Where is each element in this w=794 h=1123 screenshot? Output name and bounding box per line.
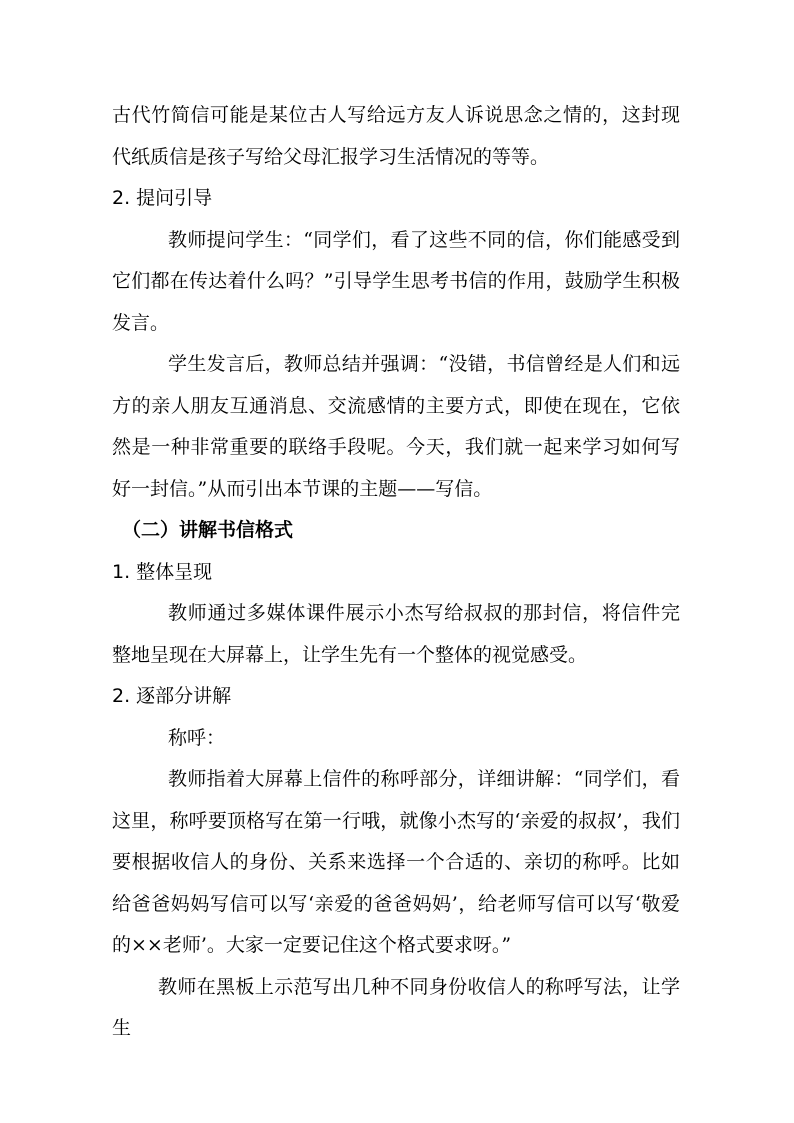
- paragraph-bamboo-letter: 古代竹简信可能是某位古人写给远方友人诉说思念之情的，这封现代纸质信是孩子写给父母汇报学习生活情况的等等。: [112, 104, 680, 168]
- subheading-questioning: 2. 提问引导: [112, 187, 213, 209]
- paragraph-teacher-summary: 学生发言后，教师总结并强调：“没错，书信曾经是人们和远方的亲人朋友互通消息、交流感情的主要方式，即使在现在，它依然是一种非常重要的联络手段呢。今天，我们就一起来学习如何写好一封信。”从而引出本节课的主题——写信。: [112, 353, 680, 500]
- paragraph-salutation-label: 称呼：: [168, 726, 226, 749]
- paragraph-salutation-explanation: 教师指着大屏幕上信件的称呼部分，详细讲解：“同学们，看这里，称呼要顶格写在第一行哦，就像小杰写的‘亲爱的叔叔’，我们要根据收信人的身份、关系来选择一个合适的、亲切的称呼。比如给爸爸妈妈写信可以写‘亲爱的爸爸妈妈’，给老师写信可以写‘敬爱的××老师’。大家一定要记住这个格式要求呀。”: [112, 768, 680, 956]
- subheading-overall-presentation: 1. 整体呈现: [112, 560, 213, 583]
- section-heading-letter-format: （二）讲解书信格式: [122, 519, 294, 541]
- paragraph-teacher-question: 教师提问学生：“同学们，看了这些不同的信，你们能感受到它们都在传达着什么吗？”引导学生思考书信的作用，鼓励学生积极发言。: [112, 228, 680, 334]
- document-body: [112, 95, 680, 1050]
- paragraph-blackboard-demo: 教师在黑板上示范写出几种不同身份收信人的称呼写法，让学生: [112, 975, 680, 1039]
- subheading-part-by-part: 2. 逐部分讲解: [112, 685, 232, 707]
- paragraph-multimedia-display: 教师通过多媒体课件展示小杰写给叔叔的那封信，将信件完整地呈现在大屏幕上，让学生先有一个整体的视觉感受。: [112, 602, 680, 666]
